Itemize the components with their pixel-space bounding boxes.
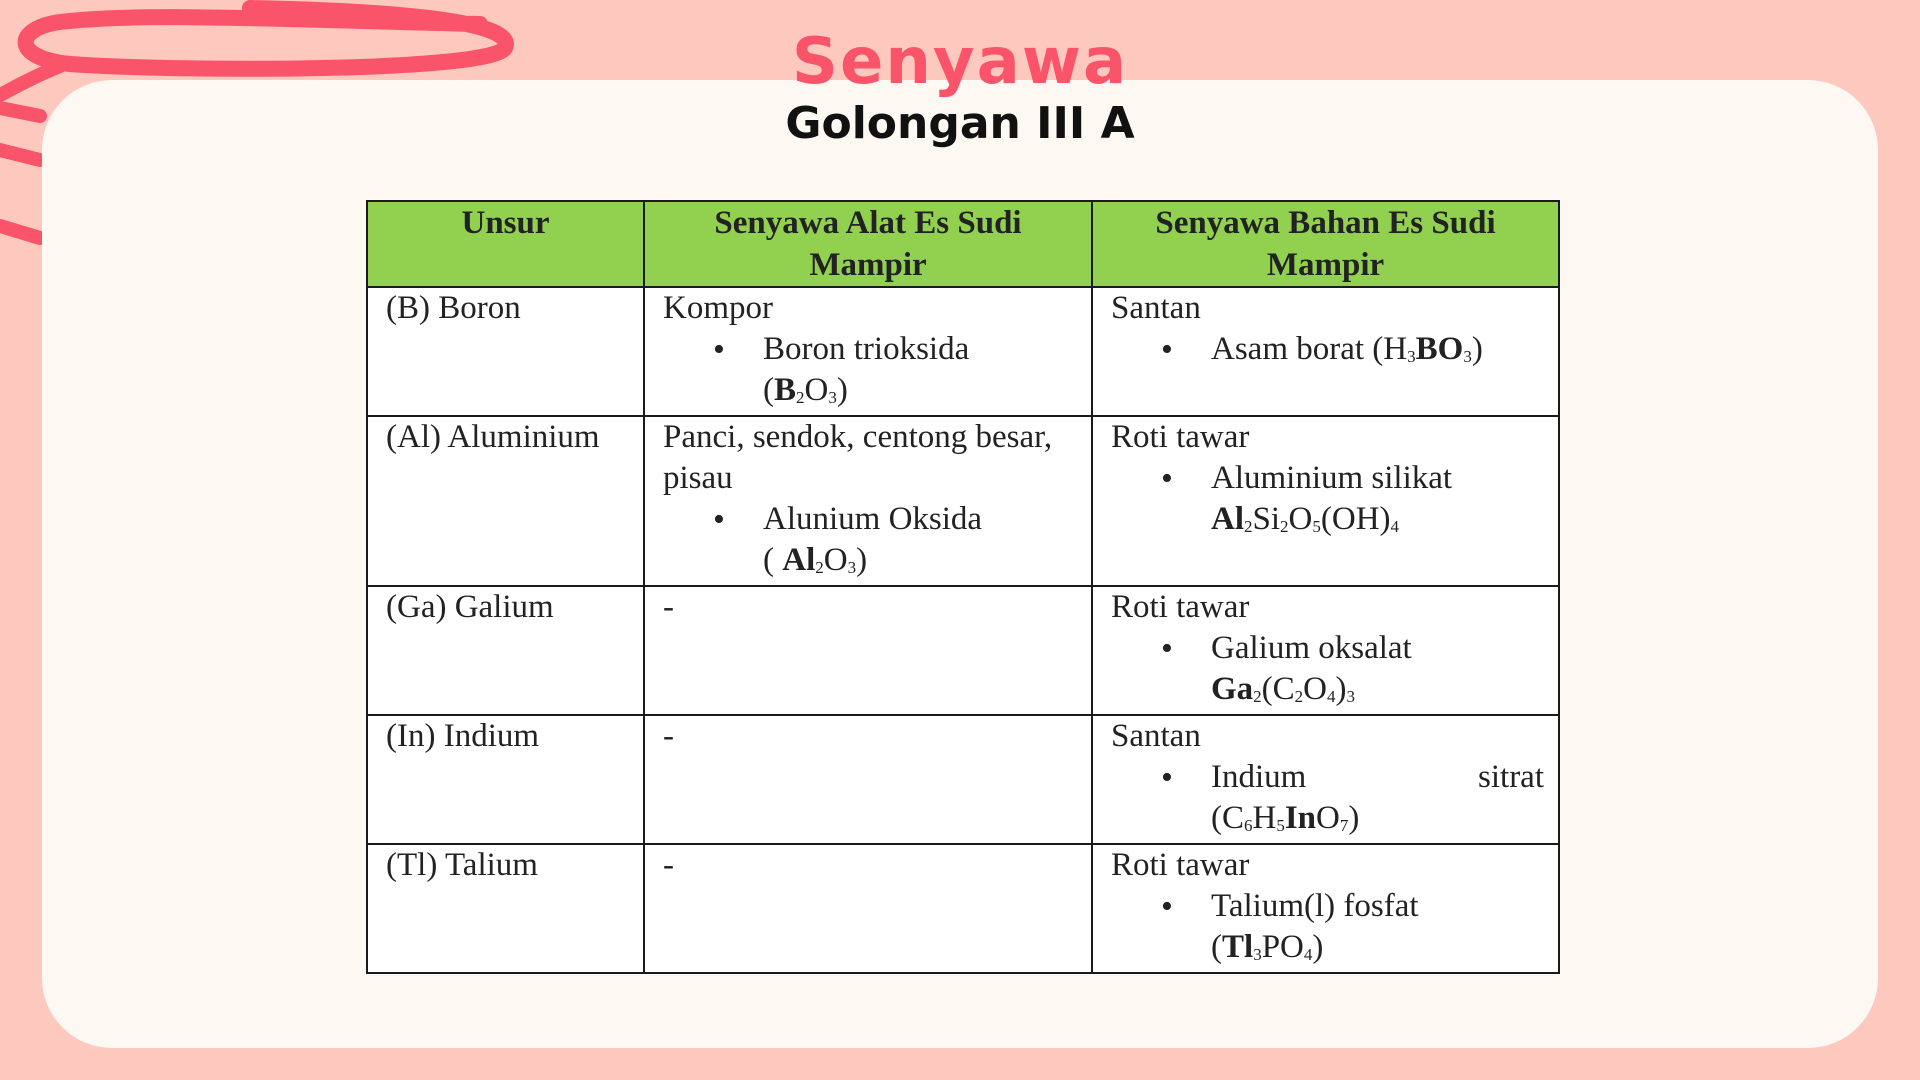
table-row <box>367 287 1559 416</box>
chemical-formula: ( $Al_2O_3$) <box>763 542 868 578</box>
table-row <box>367 416 1559 586</box>
list-item: • Galium oksalat $Ga_2(C_2O_4)_3$ <box>1161 628 1544 714</box>
chemical-formula: $(Tl_3PO_4)$ <box>1211 929 1324 965</box>
table-row <box>367 715 1559 844</box>
tool-label: - <box>663 718 674 754</box>
table-header-row <box>367 201 1559 287</box>
table-row <box>367 844 1559 973</box>
element-cell: (Tl) Talium <box>367 844 644 973</box>
element-cell: (Ga) Galium <box>367 586 644 715</box>
header-bahan: Senyawa Bahan Es Sudi Mampir <box>1092 201 1559 287</box>
ingredient-label: Roti tawar <box>1111 589 1250 625</box>
tool-cell <box>644 586 1092 715</box>
element-cell: (In) Indium <box>367 715 644 844</box>
tool-label: Kompor <box>663 290 773 326</box>
tool-cell <box>644 715 1092 844</box>
tool-label: - <box>663 589 674 625</box>
ingredient-label: Roti tawar <box>1111 847 1250 883</box>
tool-label: Panci, sendok, centong besar, pisau <box>663 419 1053 496</box>
list-item: • Asam borat $(H_3BO_3)$ <box>1161 329 1544 374</box>
page-subtitle: Golongan III A <box>785 98 1135 149</box>
ingredient-cell <box>1092 416 1559 586</box>
page-title: Senyawa <box>791 25 1129 99</box>
list-item: • Boron trioksida $(B_2O_3)$ <box>713 329 1077 415</box>
chemical-formula: $(B_2O_3)$ <box>763 372 848 408</box>
chemical-formula: $(C_6H_5InO_7)$ <box>1211 800 1360 836</box>
table-row <box>367 586 1559 715</box>
chemical-formula: $Ga_2(C_2O_4)_3$ <box>1211 671 1356 707</box>
tool-cell <box>644 844 1092 973</box>
ingredient-label: Roti tawar <box>1111 419 1250 455</box>
compounds-table <box>366 200 1560 974</box>
header-alat: Senyawa Alat Es Sudi Mampir <box>644 201 1092 287</box>
list-item: • Alunium Oksida ( $Al_2O_3$) <box>713 499 1077 585</box>
ingredient-label: Santan <box>1111 290 1201 326</box>
tool-cell <box>644 416 1092 586</box>
tool-label: - <box>663 847 674 883</box>
list-item: • Indium sitrat $(C_6H_5InO_7)$ <box>1161 757 1544 843</box>
ingredient-label: Santan <box>1111 718 1201 754</box>
ingredient-cell <box>1092 844 1559 973</box>
element-cell: (Al) Aluminium <box>367 416 644 586</box>
tool-cell <box>644 287 1092 416</box>
chemical-formula: $Al_2Si_2O_5(OH)_4$ <box>1211 501 1400 537</box>
list-item: • Talium(l) fosfat $(Tl_3PO_4)$ <box>1161 886 1544 972</box>
header-unsur: Unsur <box>367 201 644 287</box>
ingredient-cell <box>1092 715 1559 844</box>
ingredient-cell <box>1092 586 1559 715</box>
element-cell: (B) Boron <box>367 287 644 416</box>
chemical-formula: $_3BO_3$) <box>1407 331 1483 367</box>
ingredient-cell <box>1092 287 1559 416</box>
list-item: • Aluminium silikat $Al_2Si_2O_5(OH)_4$ <box>1161 458 1544 544</box>
